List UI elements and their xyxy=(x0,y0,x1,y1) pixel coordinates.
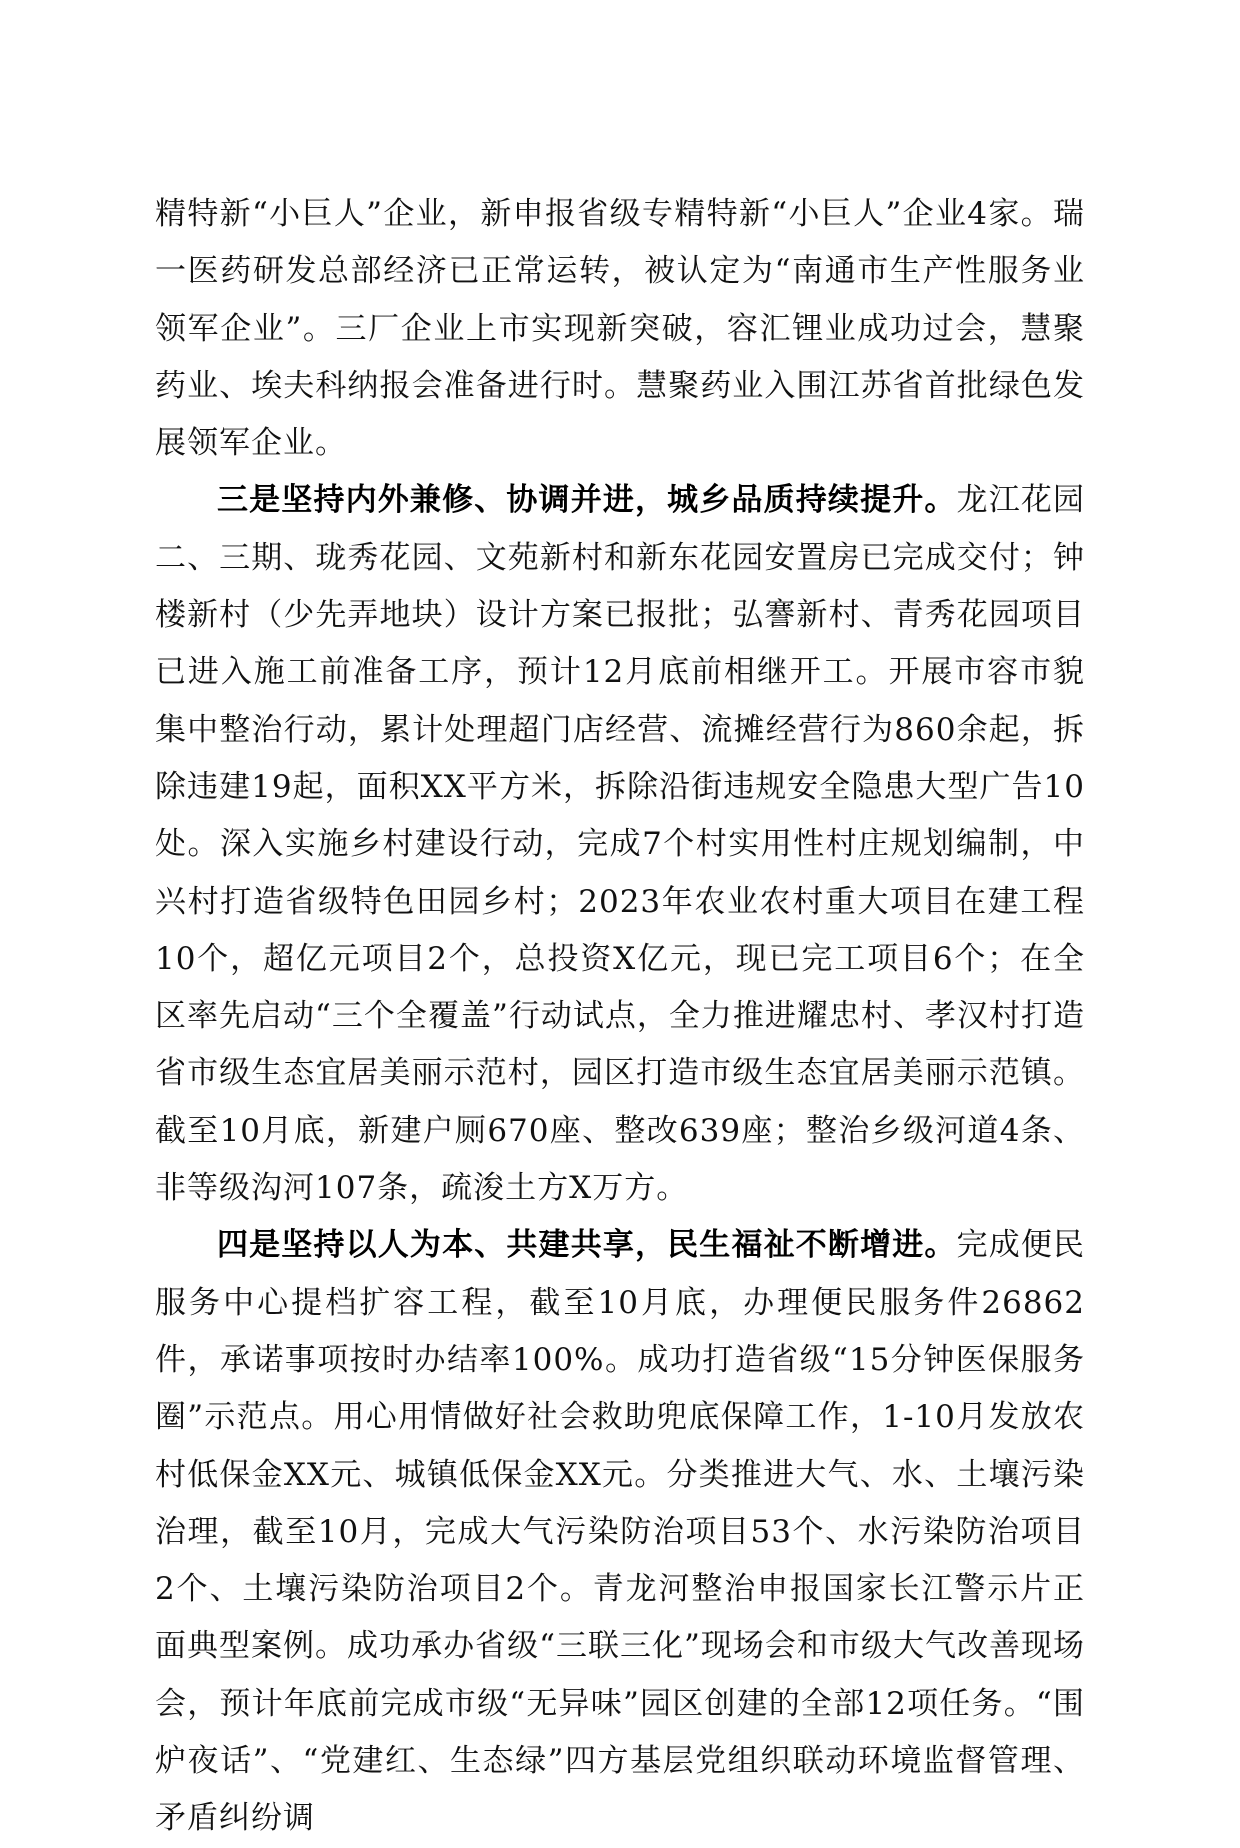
paragraph-urban-rural-quality xyxy=(155,472,1085,1217)
paragraph-people-livelihood xyxy=(155,1217,1085,1847)
paragraph-text: 完成便民服务中心提档扩容工程，截至10月底，办理便民服务件26862件，承诺事项按时办结率100%。成功打造省级“15分钟医保服务圈”示范点。用心用情做好社会救助兜底保障工作，1-10月发放农村低保金XX元、城镇低保金XX元。分类推进大气、水、土壤污染治理，截至10月，完成大气污染防治项目53个、水污染防治项目2个、土壤污染防治项目2个。青龙河整治申报国家长江警示片正面典型案例。成功承办省级“三联三化”现场会和市级大气改善现场会，预计年底前完成市级“无异味”园区创建的全部12项任务。“围炉夜话”、“党建红、生态绿”四方基层党组织联动环境监督管理、矛盾纠纷调 xyxy=(155,1227,1086,1837)
document-body xyxy=(155,186,1085,1848)
paragraph-lead-heading: 三是坚持内外兼修、协调并进，城乡品质持续提升。 xyxy=(217,482,957,519)
paragraph-lead-heading: 四是坚持以人为本、共建共享，民生福祉不断增进。 xyxy=(217,1227,957,1264)
paragraph-text: 龙江花园二、三期、珑秀花园、文苑新村和新东花园安置房已完成交付；钟楼新村（少先弄地块）设计方案已报批；弘謇新村、青秀花园项目已进入施工前准备工序，预计12月底前相继开工。开展市容市貌集中整治行动，累计处理超门店经营、流摊经营行为860余起，拆除违建19起，面积XX平方米，拆除沿街违规安全隐患大型广告10处。深入实施乡村建设行动，完成7个村实用性村庄规划编制，中兴村打造省级特色田园乡村；2023年农业农村重大项目在建工程10个，超亿元项目2个，总投资X亿元，现已完工项目6个；在全区率先启动“三个全覆盖”行动试点，全力推进耀忠村、孝汉村打造省市级生态宜居美丽示范村，园区打造市级生态宜居美丽示范镇。截至10月底，新建户厕670座、整改639座；整治乡级河道4条、非等级沟河107条，疏浚土方X万方。 xyxy=(155,482,1086,1207)
paragraph-text: 精特新“小巨人”企业，新申报省级专精特新“小巨人”企业4家。瑞一医药研发总部经济已正常运转，被认定为“南通市生产性服务业领军企业”。三厂企业上市实现新突破，容汇锂业成功过会，慧聚药业、埃夫科纳报会准备进行时。慧聚药业入围江苏省首批绿色发展领军企业。 xyxy=(155,196,1085,462)
paragraph-continuation xyxy=(155,186,1085,472)
